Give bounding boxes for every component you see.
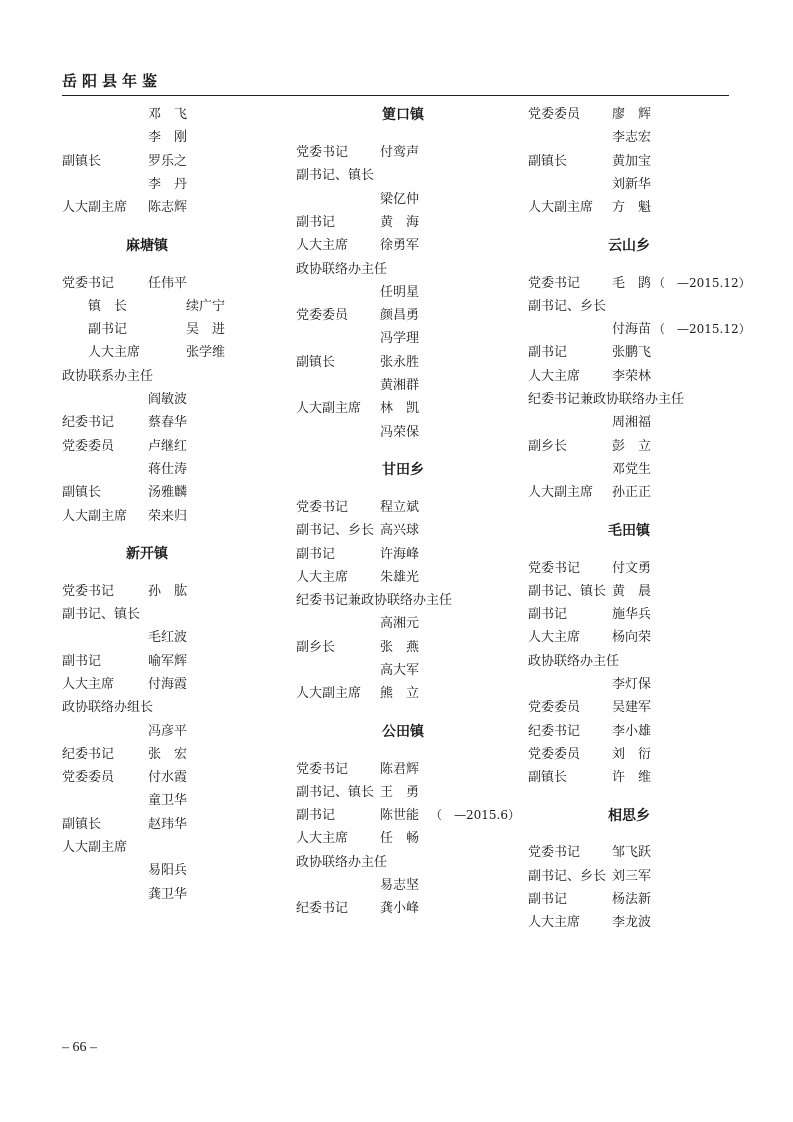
person-name: 高大军 <box>380 663 420 678</box>
entry-row <box>296 758 510 781</box>
position-title: 副书记、乡长 <box>528 299 607 314</box>
entry-row <box>528 295 730 318</box>
entry-row <box>62 650 232 673</box>
entry-row <box>62 883 232 906</box>
person-name: 周湘福 <box>612 415 652 430</box>
entry-row <box>528 743 730 766</box>
person-name: 刘 衍 <box>612 747 652 762</box>
entry-row <box>62 103 232 126</box>
person-name: 黄加宝 <box>612 154 652 169</box>
person-name: 赵玮华 <box>148 817 188 832</box>
section-title: 毛田镇 <box>608 522 650 539</box>
position-title: 人大主席 <box>528 915 581 930</box>
position-title: 副书记 <box>62 654 102 669</box>
person-name: 喻军辉 <box>148 654 188 669</box>
entry-row <box>528 865 730 888</box>
section-title: 公田镇 <box>382 723 424 740</box>
person-name: 任 畅 <box>380 831 420 846</box>
person-name: 颜昌勇 <box>380 308 420 323</box>
person-name: 邓党生 <box>612 462 652 477</box>
entry-row <box>62 626 232 649</box>
person-name: 黄 海 <box>380 215 420 230</box>
position-title: 人大副主席 <box>62 200 128 215</box>
entry-row <box>296 589 510 612</box>
entry-row <box>296 874 510 897</box>
person-name: 李志宏 <box>612 130 652 145</box>
position-title: 副书记 <box>528 892 568 907</box>
position-title: 人大副主席 <box>62 840 128 855</box>
entry-row <box>296 304 510 327</box>
position-title: 人大主席 <box>528 630 581 645</box>
person-name: 付海苗 <box>612 322 652 337</box>
position-title: 党委委员 <box>62 439 115 454</box>
entry-row <box>62 295 232 318</box>
section-title: 甘田乡 <box>382 461 424 478</box>
person-name: 任明星 <box>380 285 420 300</box>
entry-row <box>528 318 751 341</box>
person-name: 冯荣保 <box>380 425 420 440</box>
position-title: 副书记 <box>528 345 568 360</box>
section-title: 新开镇 <box>126 545 168 562</box>
person-name: 黄湘群 <box>380 378 420 393</box>
position-title: 政协联络办主任 <box>528 654 620 669</box>
person-name: 易阳兵 <box>148 863 188 878</box>
position-title: 副书记 <box>296 808 336 823</box>
person-name: 陈世能 <box>380 808 420 823</box>
position-title: 党委书记 <box>62 584 115 599</box>
person-name: 付水霞 <box>148 770 188 785</box>
person-name: 孙正正 <box>612 485 652 500</box>
person-name: 冯学理 <box>380 331 420 346</box>
entry-row <box>62 766 232 789</box>
position-title: 副书记、乡长 <box>296 523 375 538</box>
position-title: 党委委员 <box>528 700 581 715</box>
entry-row <box>296 682 510 705</box>
person-name: 吴建军 <box>612 700 652 715</box>
entry-row <box>296 188 510 211</box>
person-name: 蒋仕涛 <box>148 462 188 477</box>
entry-row <box>62 173 232 196</box>
entry-row <box>62 505 232 528</box>
position-title: 副镇长 <box>528 154 568 169</box>
term-note: （ —2015.12） <box>653 322 751 336</box>
entry-row <box>528 365 730 388</box>
section-title: 筻口镇 <box>382 107 424 123</box>
position-title: 镇 长 <box>62 299 128 314</box>
person-name: 付鸾声 <box>380 145 420 160</box>
person-name: 续广宁 <box>186 299 226 314</box>
entry-row <box>296 612 510 635</box>
position-title: 人大副主席 <box>528 200 594 215</box>
position-title: 党委书记 <box>528 561 581 576</box>
entry-row <box>62 813 232 836</box>
entry-row <box>528 557 730 580</box>
position-title: 人大主席 <box>296 238 349 253</box>
entry-row <box>528 766 730 789</box>
entry-row <box>296 543 510 566</box>
person-name: 彭 立 <box>612 439 652 454</box>
position-title: 副书记、镇长 <box>296 785 375 800</box>
person-name: 孙 肱 <box>148 584 188 599</box>
entry-row <box>62 481 232 504</box>
entry-row <box>62 272 232 295</box>
person-name: 林 凯 <box>380 401 420 416</box>
entry-row <box>296 496 510 519</box>
entry-row <box>528 103 730 126</box>
position-title: 副乡长 <box>528 439 568 454</box>
entry-row <box>528 435 730 458</box>
position-title: 党委书记 <box>296 762 349 777</box>
section-title: 相思乡 <box>608 807 650 824</box>
position-title: 党委书记 <box>528 276 581 291</box>
position-title: 党委委员 <box>62 770 115 785</box>
position-title: 人大主席 <box>296 831 349 846</box>
entry-row <box>296 781 510 804</box>
person-name: 龚卫华 <box>148 887 188 902</box>
entry-row <box>62 388 232 411</box>
entry-row <box>528 911 730 934</box>
entry-row <box>528 841 730 864</box>
position-title: 副书记 <box>296 547 336 562</box>
entry-row <box>296 397 510 420</box>
person-name: 李灯保 <box>612 677 652 692</box>
person-name: 童卫华 <box>148 793 188 808</box>
entry-row <box>62 411 232 434</box>
entry-row <box>296 421 510 444</box>
entry-row <box>528 150 730 173</box>
position-title: 纪委书记兼政协联络办主任 <box>528 392 685 407</box>
person-name: 徐勇军 <box>380 238 420 253</box>
entry-row <box>296 566 510 589</box>
entry-row <box>62 859 232 882</box>
position-title: 副镇长 <box>62 154 102 169</box>
person-name: 冯彦平 <box>148 724 188 739</box>
page-number: – 66 – <box>62 1040 97 1055</box>
position-title: 党委书记 <box>528 845 581 860</box>
entry-row <box>296 636 510 659</box>
entry-row <box>62 196 232 219</box>
entry-row <box>528 720 730 743</box>
entry-row <box>528 388 730 411</box>
entry-row <box>528 341 730 364</box>
person-name: 熊 立 <box>380 686 420 701</box>
person-name: 汤雅麟 <box>148 485 188 500</box>
person-name: 任伟平 <box>148 276 188 291</box>
person-name: 付文勇 <box>612 561 652 576</box>
person-name: 王 勇 <box>380 785 420 800</box>
entry-row <box>62 126 232 149</box>
person-name: 黄 晨 <box>612 584 652 599</box>
person-name: 李小雄 <box>612 724 652 739</box>
entry-row <box>296 659 510 682</box>
entry-row <box>62 458 232 481</box>
entry-row <box>296 374 510 397</box>
person-name: 张鹏飞 <box>612 345 652 360</box>
person-name: 朱雄光 <box>380 570 420 585</box>
person-name: 李荣林 <box>612 369 652 384</box>
person-name: 邓 飞 <box>148 107 188 122</box>
entry-row <box>62 696 232 719</box>
position-title: 人大主席 <box>528 369 581 384</box>
entry-row <box>528 458 730 481</box>
position-title: 党委委员 <box>296 308 349 323</box>
person-name: 李龙波 <box>612 915 652 930</box>
position-title: 副书记 <box>528 607 568 622</box>
position-title: 人大主席 <box>296 570 349 585</box>
position-title: 副书记、镇长 <box>62 607 141 622</box>
position-title: 人大副主席 <box>296 686 362 701</box>
entry-row <box>528 411 730 434</box>
position-title: 副书记、乡长 <box>528 869 607 884</box>
entry-row <box>296 804 520 827</box>
entry-row <box>62 365 232 388</box>
person-name: 刘新华 <box>612 177 652 192</box>
position-title: 纪委书记 <box>296 901 349 916</box>
entry-row <box>296 827 510 850</box>
position-title: 政协联络办主任 <box>296 855 388 870</box>
entry-row <box>528 272 751 295</box>
person-name: 荣来归 <box>148 509 188 524</box>
running-header: 岳阳县年鉴 <box>62 72 163 90</box>
position-title: 纪委书记 <box>62 747 115 762</box>
person-name: 李 丹 <box>148 177 188 192</box>
person-name: 阎敏波 <box>148 392 188 407</box>
person-name: 廖 辉 <box>612 107 652 122</box>
person-name: 方 魁 <box>612 200 652 215</box>
position-title: 人大主席 <box>62 677 115 692</box>
entry-row <box>62 150 232 173</box>
header-rule <box>62 95 729 96</box>
position-title: 副书记 <box>62 322 128 337</box>
position-title: 纪委书记 <box>62 415 115 430</box>
person-name: 程立斌 <box>380 500 420 515</box>
entry-row <box>296 327 510 350</box>
position-title: 党委书记 <box>296 145 349 160</box>
entry-row <box>528 126 730 149</box>
entry-row <box>528 580 730 603</box>
position-title: 人大副主席 <box>296 401 362 416</box>
person-name: 梁亿仲 <box>380 192 420 207</box>
entry-row <box>296 164 510 187</box>
entry-row <box>296 897 510 920</box>
position-title: 党委书记 <box>62 276 115 291</box>
entry-row <box>528 696 730 719</box>
person-name: 陈志辉 <box>148 200 188 215</box>
entry-row <box>296 258 510 281</box>
position-title: 人大副主席 <box>528 485 594 500</box>
position-title: 政协联系办主任 <box>62 369 154 384</box>
person-name: 施华兵 <box>612 607 652 622</box>
entry-row <box>296 351 510 374</box>
section-title: 麻塘镇 <box>126 237 168 254</box>
entry-row <box>62 435 232 458</box>
term-note: （ —2015.6） <box>430 808 520 822</box>
person-name: 张永胜 <box>380 355 420 370</box>
person-name: 刘三军 <box>612 869 652 884</box>
person-name: 许海峰 <box>380 547 420 562</box>
entry-row <box>296 851 510 874</box>
person-name: 毛红波 <box>148 630 188 645</box>
entry-row <box>296 211 510 234</box>
person-name: 高湘元 <box>380 616 420 631</box>
position-title: 纪委书记兼政协联络办主任 <box>296 593 453 608</box>
position-title: 人大主席 <box>62 345 141 360</box>
person-name: 杨法新 <box>612 892 652 907</box>
person-name: 易志坚 <box>380 878 420 893</box>
entry-row <box>296 519 510 542</box>
person-name: 许 维 <box>612 770 652 785</box>
position-title: 副镇长 <box>62 817 102 832</box>
person-name: 张 宏 <box>148 747 188 762</box>
person-name: 邹飞跃 <box>612 845 652 860</box>
person-name: 陈君辉 <box>380 762 420 777</box>
entry-row <box>62 836 232 859</box>
person-name: 高兴球 <box>380 523 420 538</box>
term-note: （ —2015.12） <box>653 276 751 290</box>
position-title: 副乡长 <box>296 640 336 655</box>
entry-row <box>528 603 730 626</box>
entry-row <box>62 743 232 766</box>
position-title: 人大副主席 <box>62 509 128 524</box>
entry-row <box>62 603 232 626</box>
person-name: 罗乐之 <box>148 154 188 169</box>
person-name: 付海霞 <box>148 677 188 692</box>
person-name: 卢继红 <box>148 439 188 454</box>
position-title: 副镇长 <box>62 485 102 500</box>
person-name: 杨向荣 <box>612 630 652 645</box>
position-title: 党委书记 <box>296 500 349 515</box>
person-name: 龚小峰 <box>380 901 420 916</box>
entry-row <box>62 673 232 696</box>
entry-row <box>528 481 730 504</box>
section-title: 云山乡 <box>608 237 650 254</box>
position-title: 副书记 <box>296 215 336 230</box>
entry-row <box>528 673 730 696</box>
position-title: 纪委书记 <box>528 724 581 739</box>
entry-row <box>62 789 232 812</box>
entry-row <box>296 234 510 257</box>
position-title: 政协联络办组长 <box>62 700 154 715</box>
person-name: 张学维 <box>186 345 226 360</box>
position-title: 党委委员 <box>528 747 581 762</box>
entry-row <box>62 341 232 364</box>
position-title: 副镇长 <box>528 770 568 785</box>
entry-row <box>296 141 510 164</box>
entry-row <box>528 196 730 219</box>
position-title: 副书记、镇长 <box>296 168 375 183</box>
entry-row <box>296 281 510 304</box>
entry-row <box>528 173 730 196</box>
person-name: 李 刚 <box>148 130 188 145</box>
person-name: 吴 进 <box>186 322 226 337</box>
entry-row <box>62 580 232 603</box>
entry-row <box>528 626 730 649</box>
position-title: 副书记、镇长 <box>528 584 607 599</box>
person-name: 毛 鹍 <box>612 276 652 291</box>
position-title: 党委委员 <box>528 107 581 122</box>
entry-row <box>62 720 232 743</box>
entry-row <box>62 318 232 341</box>
person-name: 蔡春华 <box>148 415 188 430</box>
position-title: 副镇长 <box>296 355 336 370</box>
person-name: 张 燕 <box>380 640 420 655</box>
position-title: 政协联络办主任 <box>296 262 388 277</box>
entry-row <box>528 650 730 673</box>
entry-row <box>528 888 730 911</box>
